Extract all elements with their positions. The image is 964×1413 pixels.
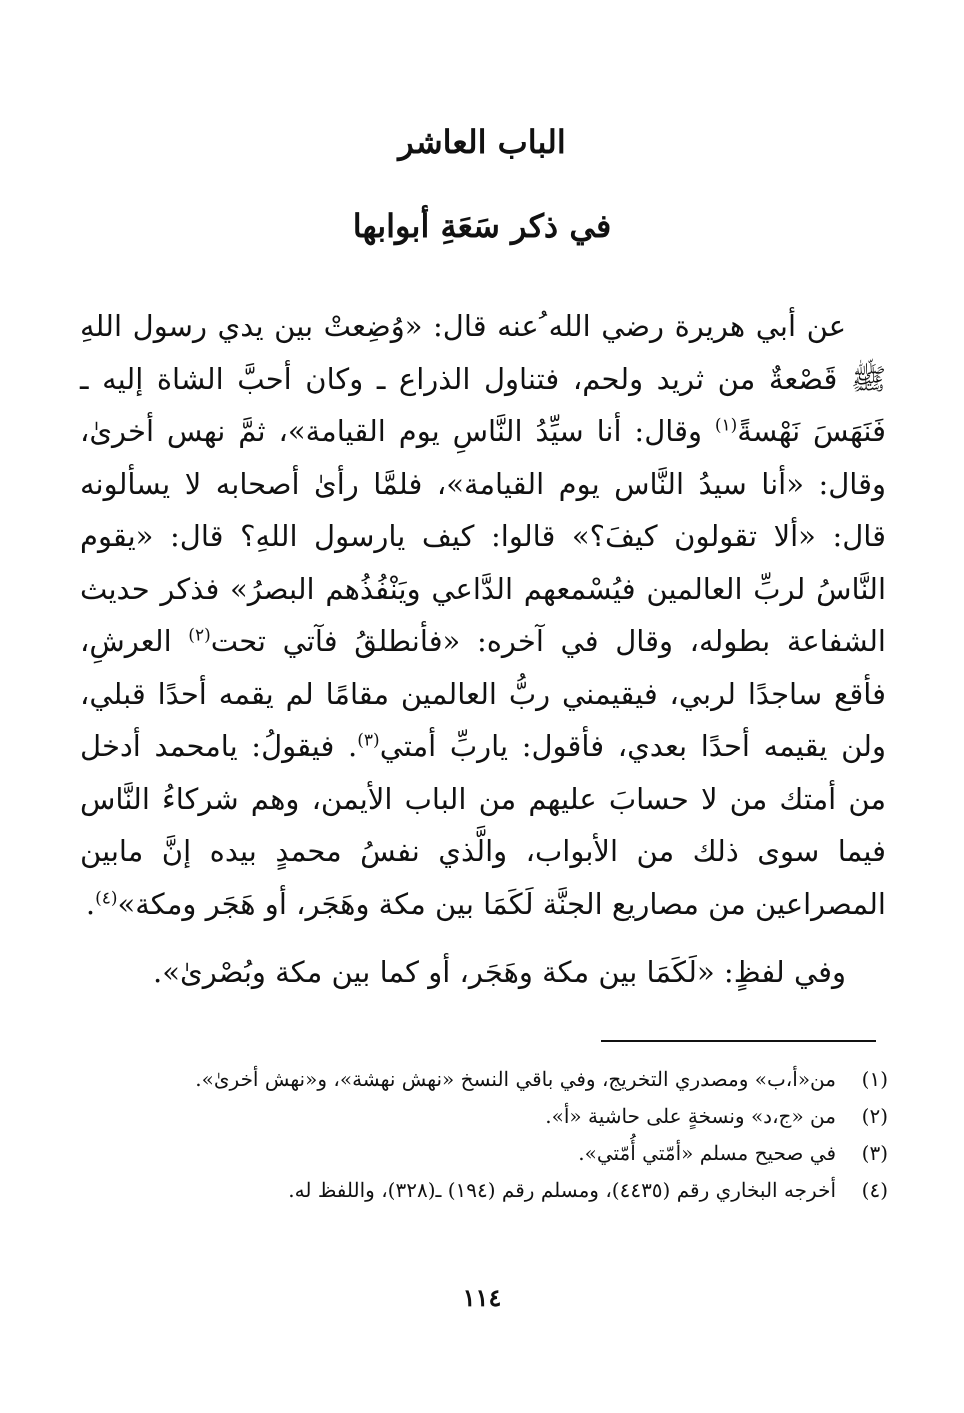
page-number: ١١٤	[462, 1283, 502, 1312]
footnote-text: من «ج،د» ونسخةٍ على حاشية «أ».	[545, 1104, 836, 1128]
footnote-text: في صحيح مسلم «أمّتي أُمّتي».	[578, 1141, 836, 1165]
footnote-ref-1: (١)	[714, 415, 738, 436]
footnote-text: من«أ،ب» ومصدري التخريج، وفي باقي النسخ «نهش نهشة»، و«نهش أخرىٰ».	[195, 1067, 836, 1091]
main-paragraph	[80, 300, 886, 930]
footnote-ref-3: (٣)	[357, 730, 380, 751]
paragraph-text-5: .	[85, 886, 96, 921]
footnote-number: (٤)	[861, 1178, 888, 1202]
paragraph-text-4: . فيقولُ: يامحمد أدخل من أمتك من لا حسابَ عليهم من الباب الأيمن، وهم شركاءُ النَّاس فيما سوى ذلك من الأبواب، والَّذي نفسُ محمدٍ بيده إنَّ مابين المصراعين من مصاريع الجنَّة لَكَمَا بين مكة وهَجَر، أو هَجَر ومكة»	[80, 729, 886, 921]
footnotes-list	[80, 1062, 888, 1210]
variant-wording-paragraph: وفي لفظٍ: «لَكَمَا بين مكة وهَجَر، أو كما بين مكة وبُصْرىٰ».	[153, 955, 846, 989]
footnote-text: أخرجه البخاري رقم (٤٤٣٥)، ومسلم رقم (١٩٤) ـ(٣٢٨)، واللفظ له.	[288, 1178, 836, 1202]
paragraph-text-2: وقال: أنا سيِّدُ النَّاسِ يوم القيامة»، ثمَّ نهس أخرىٰ، وقال: «أنا سيدُ النَّاس يوم القيامة»، فلمَّا رأىٰ أصحابه لا يسألونه قال: «ألا تقولون كيفَ؟» قالوا: كيف يارسول اللهِ؟ قال: «يقوم النَّاسُ لربِّ العالمين فيُسْمعهم الدَّاعي ويَنْفُذُهم البصرُ» فذكر حديث الشفاعة بطوله، وقال في آخره: «فأنطلقُ فآتي تحت	[80, 414, 886, 658]
footnote-4	[80, 1173, 888, 1208]
footnote-2	[80, 1099, 888, 1134]
footnote-number: (١)	[861, 1067, 888, 1091]
footnote-ref-4: (٤)	[95, 887, 118, 908]
footnote-3	[80, 1136, 888, 1171]
paragraph-text-1: عن أبي هريرة رضي الله ُعنه قال: «وُضِعتْ بين يدي رسول اللهِ ﷺ قَصْعةٌ من ثريد ولحم، فتناول الذراع ـ وكان أحبَّ الشاة إليه ـ فَنَهَسَ نَهْسةً	[80, 309, 887, 448]
footnote-1	[80, 1062, 888, 1097]
footnote-separator	[601, 1040, 876, 1042]
footnote-number: (٢)	[861, 1104, 888, 1128]
footnote-number: (٣)	[861, 1141, 888, 1165]
chapter-title: الباب العاشر	[398, 123, 566, 161]
paragraph-text-3: العرشِ، فأقع ساجدًا لربي، فيقيمني ربُّ العالمين مقامًا لم يقمه أحدًا قبلي، ولن يقيمه أحدًا بعدي، فأقول: ياربِّ أمتي	[80, 624, 886, 763]
footnote-ref-2: (٢)	[188, 625, 211, 646]
chapter-subtitle: في ذكر سَعَةِ أبوابها	[352, 207, 612, 245]
